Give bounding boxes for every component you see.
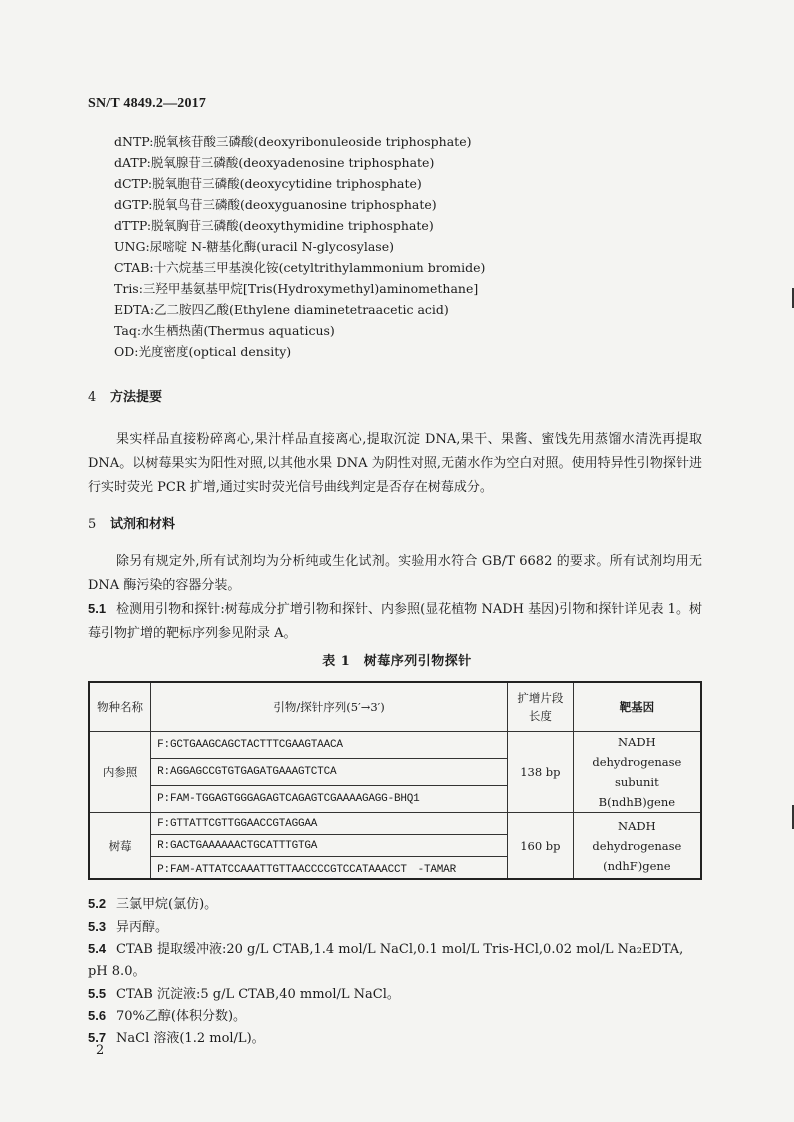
item-text: 异丙醇。 [116, 920, 169, 935]
abbreviation-item: EDTA:乙二胺四乙酸(Ethylene diaminetetraacetic acid) [114, 302, 449, 317]
list-item [88, 1027, 265, 1046]
page-number: 2 [96, 1043, 105, 1058]
target-line: subunit B(ndhB)gene [598, 775, 676, 809]
section-number: 5 [88, 517, 97, 532]
abbreviation-item: dGTP:脱氧鸟苷三磷酸(deoxyguanosine triphosphate) [114, 197, 437, 212]
list-item [88, 1005, 246, 1024]
item-text: CTAB 沉淀液:5 g/L CTAB,40 mmol/L NaCl。 [116, 987, 400, 1002]
table-header-row [89, 682, 701, 732]
item-number: 5.6 [88, 1008, 107, 1023]
target-line: (ndhF)gene [603, 858, 671, 873]
length-cell: 160 bp [508, 813, 574, 880]
section-title: 方法提要 [110, 390, 163, 405]
item-text: 70%乙醇(体积分数)。 [116, 1009, 247, 1024]
abbreviation-item: dTTP:脱氧胸苷三磷酸(deoxythymidine triphosphate) [114, 218, 434, 233]
item-number: 5.4 [88, 941, 107, 956]
sequence-cell: P:FAM-TGGAGTGGGAGAGTCAGAGTCGAAAAGAGG-BHQ1 [151, 786, 508, 813]
sequence-cell: F:GCTGAAGCAGCTACTTTCGAAGTAACA [151, 732, 508, 759]
target-cell [573, 732, 701, 813]
item-text: CTAB 提取缓冲液:20 g/L CTAB,1.4 mol/L NaCl,0.1 mol/L Tris-HCl,0.02 mol/L Na₂EDTA, [116, 942, 684, 957]
target-line: NADH dehydrogenase [592, 735, 682, 769]
primer-table [88, 681, 702, 880]
species-cell: 树莓 [89, 813, 151, 880]
item-text: NaCl 溶液(1.2 mol/L)。 [116, 1031, 265, 1046]
table-caption: 表 1 树莓序列引物探针 [322, 654, 472, 669]
section-5-paragraph: 除另有规定外,所有试剂均为分析纯或生化试剂。实验用水符合 GB/T 6682 的要求。所有试剂均用无 DNA 酶污染的容器分装。 [88, 554, 702, 593]
abbreviation-item: dCTP:脱氧胞苷三磷酸(deoxycytidine triphosphate) [114, 176, 422, 191]
item-number: 5.3 [88, 919, 107, 934]
section-4-paragraph: 果实样品直接粉碎离心,果汁样品直接离心,提取沉淀 DNA,果干、果酱、蜜饯先用蒸馏水清洗再提取 DNA。以树莓果实为阳性对照,以其他水果 DNA 为阴性对照,无菌水作为空白对照。使用特异性引物探针进行实时荧光 PCR 扩增,通过实时荧光信号曲线判定是否存在树莓成分。 [88, 432, 702, 495]
item-number: 5.7 [88, 1030, 107, 1045]
item-text: 三氯甲烷(氯仿)。 [116, 897, 218, 912]
table-row [89, 732, 701, 759]
sequence-cell: R:AGGAGCCGTGTGAGATGAAAGTCTCA [151, 759, 508, 786]
abbreviation-item: Taq:水生栖热菌(Thermus aquaticus) [114, 323, 335, 338]
header-sequence: 引物/探针序列(5′→3′) [151, 682, 508, 732]
item-number: 5.1 [88, 601, 107, 616]
item-5-1 [88, 597, 702, 646]
section-4-heading [88, 386, 162, 405]
abbreviation-item: dATP:脱氧腺苷三磷酸(deoxyadenosine triphosphate) [114, 155, 435, 170]
header-target: 靶基因 [573, 682, 701, 732]
abbreviation-item: CTAB:十六烷基三甲基溴化铵(cetyltrithylammonium bromide) [114, 260, 486, 275]
list-item [88, 938, 683, 957]
list-item [88, 916, 168, 935]
sequence-cell: P:FAM-ATTATCCAAATTGTTAACCCCGTCCATAAACCT -TAMAR [151, 857, 508, 880]
abbreviation-item: OD:光度密度(optical density) [114, 344, 292, 359]
section-title: 试剂和材料 [110, 517, 176, 532]
abbreviation-list [114, 131, 485, 362]
list-item-continuation [88, 960, 145, 979]
target-line: NADH dehydrogenase [592, 818, 682, 853]
list-item [88, 893, 217, 912]
target-cell [573, 813, 701, 880]
list-item [88, 983, 400, 1002]
item-text: 检测用引物和探针:树莓成分扩增引物和探针、内参照(显花植物 NADH 基因)引物和探针详见表 1。树莓引物扩增的靶标序列参见附录 A。 [88, 602, 702, 641]
species-cell: 内参照 [89, 732, 151, 813]
document-header: SN/T 4849.2—2017 [88, 96, 207, 111]
table-row [89, 813, 701, 835]
item-number: 5.2 [88, 896, 107, 911]
header-length: 扩增片段长度 [508, 682, 574, 732]
item-number: 5.5 [88, 986, 107, 1001]
sequence-cell: F:GTTATTCGTTGGAACCGTAGGAA [151, 813, 508, 835]
header-species: 物种名称 [89, 682, 151, 732]
abbreviation-item: Tris:三羟甲基氨基甲烷[Tris(Hydroxymethyl)aminomethane] [114, 281, 479, 296]
sequence-cell: R:GACTGAAAAAACTGCATTTGTGA [151, 835, 508, 857]
section-5-heading [88, 513, 175, 532]
abbreviation-item: dNTP:脱氧核苷酸三磷酸(deoxyribonuleoside triphosphate) [114, 134, 472, 149]
length-cell: 138 bp [508, 732, 574, 813]
section-number: 4 [88, 390, 97, 405]
abbreviation-item: UNG:尿嘧啶 N-糖基化酶(uracil N-glycosylase) [114, 239, 394, 254]
item-text: pH 8.0。 [88, 964, 146, 979]
